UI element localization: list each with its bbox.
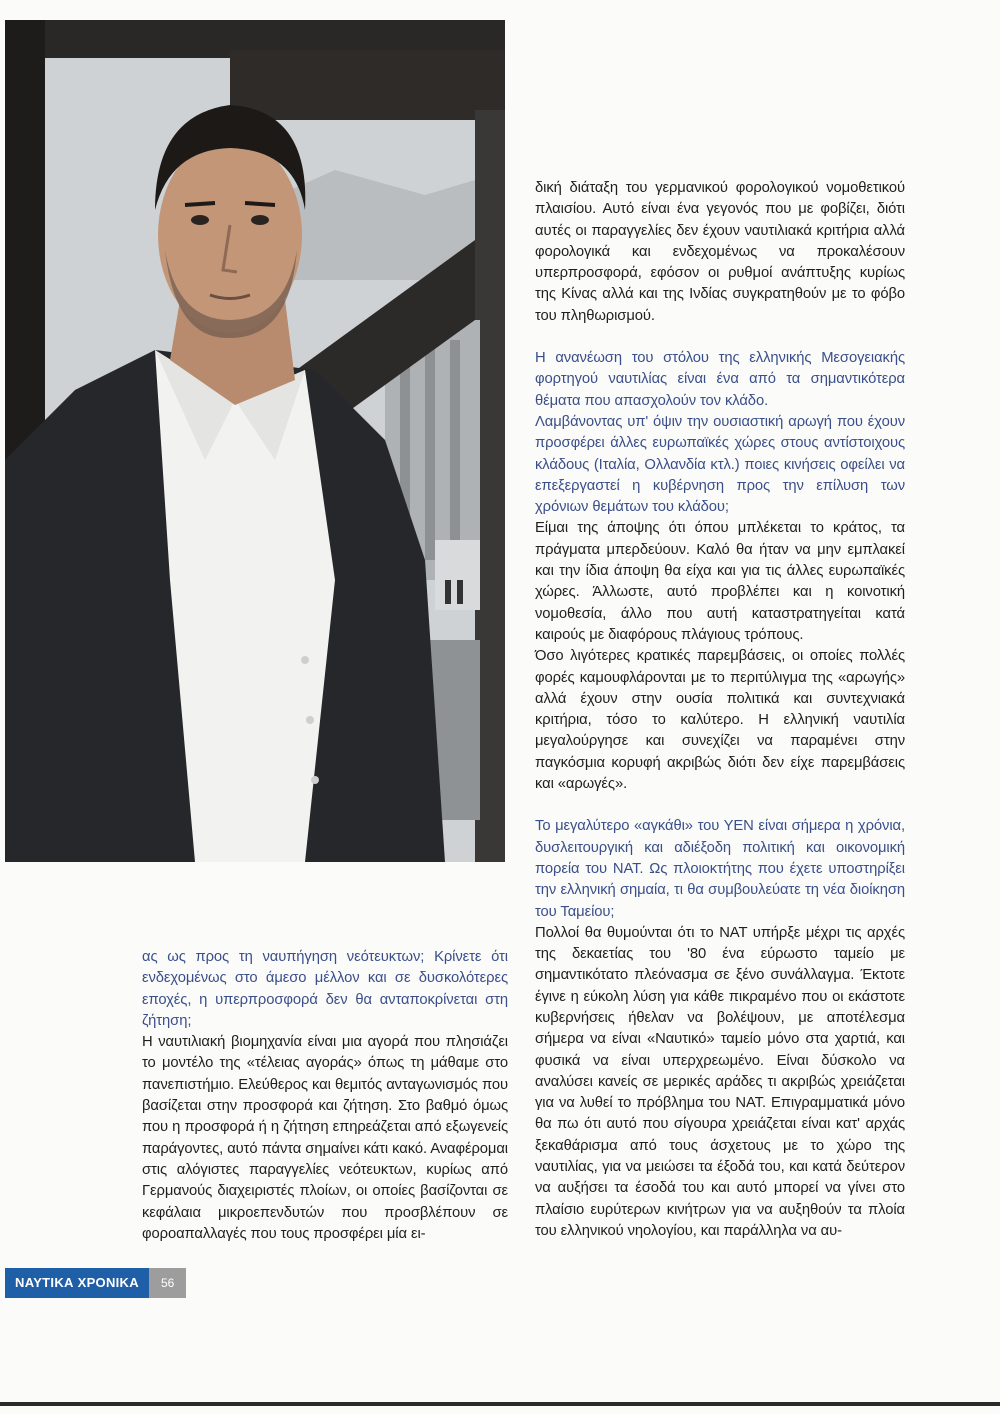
question-paragraph: Το μεγαλύτερο «αγκάθι» του ΥΕΝ είναι σήμερα η χρόνια, δυσλειτουργική και αδιέξοδη πολιτική και οικονομική πορεία του ΝΑΤ. Ως πλοιοκτήτης που έχετε υποστηρίξει την ελληνική σημαία, τι θα συμβουλεύατε τη νέα διοίκηση του Ταμείου;	[535, 818, 905, 920]
question-paragraph: Λαμβάνοντας υπ' όψιν την ουσιαστική αρωγή που έχουν προσφέρει άλλες ευρωπαϊκές χώρες στους αντίστοιχους κλάδους (Ιταλία, Ολλανδία κτλ.) ποιες κινήσεις οφείλει να επεξεργαστεί η κυβέρνηση προς την επίλυση των χρόνιων θεμάτων του κλάδου;	[535, 413, 905, 516]
portrait-illustration	[5, 20, 505, 862]
right-text-column	[535, 178, 905, 1242]
question-paragraph: ας ως προς τη ναυπήγηση νεότευκτων; Κρίνετε ότι ενδεχομένως στο άμεσο μέλλον και σε δυσκολότερες εποχές, η υπερπροσφορά δεν θα ανταποκρίνεται στη ζήτηση;	[142, 949, 508, 1029]
page-number: 56	[149, 1268, 186, 1298]
magazine-name: ΝΑΥΤΙΚΑ ΧΡΟΝΙΚΑ	[5, 1268, 149, 1298]
answer-paragraph: δική διάταξη του γερμανικού φορολογικού νομοθετικού πλαισίου. Αυτό είναι ένα γεγονός που με φοβίζει, διότι αυτές οι παραγγελίες δεν έχουν ναυτιλιακά κριτήρια αλλά φορολογικά και ενδεχομένως να προκαλέσουν υπερπροσφορά, εφόσον οι ρυθμοί ανάπτυξης κυρίως της Κίνας αλλά και της Ινδίας συγκρατηθούν με το φόβο του πληθωρισμού.	[535, 180, 905, 324]
portrait-photo	[5, 20, 505, 862]
answer-paragraph: Η ναυτιλιακή βιομηχανία είναι μια αγορά που πλησιάζει το μοντέλο της «τέλειας αγοράς» όπως τη μάθαμε στο πανεπιστήμιο. Ελεύθερος και θεμιτός ανταγωνισμός που βασίζεται στην προσφορά και ζήτηση. Στο βαθμό όμως που η προσφορά ή η ζήτηση επηρεάζεται από εξωγενείς παράγοντες, αυτό πάντα σημαίνει κάτι κακό. Αναφέρομαι στις αλόγιστες παραγγελίες νεότευκτων, κυρίως από Γερμανούς διαχειριστές πλοίων, οι οποίες βασίζονται σε κεφάλαια μικροεπενδυτών που προσβλέπουν σε φοροαπαλλαγές που τους προσφέρει μία ει-	[142, 1034, 508, 1242]
answer-paragraph: Είμαι της άποψης ότι όπου μπλέκεται το κράτος, τα πράγματα μπερδεύουν. Καλό θα ήταν να μην εμπλακεί και την ίδια άποψη θα είχα και για τις άλλες ευρωπαϊκές χώρες. Άλλωστε, αυτό προβλέπει και η κοινοτική νομοθεσία, άλλο που αυτή καταστρατηγείται κατά καιρούς με διαφόρους πλάγιους τρόπους.	[535, 520, 905, 643]
question-paragraph: Η ανανέωση του στόλου της ελληνικής Μεσογειακής φορτηγού ναυτιλίας είναι ένα από τα σημαντικότερα θέματα που απασχολούν τον κλάδο.	[535, 350, 905, 409]
answer-paragraph: Όσο λιγότερες κρατικές παρεμβάσεις, οι οποίες πολλές φορές καμουφλάρονται με το περιτύλιγμα της «αρωγής» αλλά έχουν στην ουσία πολιτικά και συντεχνιακά κριτήρια, τόσο το καλύτερο. Η ελληνική ναυτιλία μεγαλούργησε και συνεχίζει να παραμένει στην παγκόσμια κορυφή ακριβώς διότι δεν είχε παρεμβάσεις και «αρωγές».	[535, 648, 905, 793]
left-text-column	[142, 947, 508, 1245]
answer-paragraph: Πολλοί θα θυμούνται ότι το ΝΑΤ υπήρξε μέχρι τις αρχές της δεκαετίας του '80 ένα εύρωστο ταμείο με σημαντικότατο πλεόνασμα σε ξένο συνάλλαγμα. Έκτοτε έγινε η εύκολη λύση για κάθε πικραμένο που οι εκάστοτε κυβερνήσεις ήθελαν να βολέψουν, με αποτέλεσμα σήμερα να είναι «Ναυτικό» ταμείο μόνο στα χαρτιά, και φυσικά να είναι υπερχρεωμένο. Είναι δύσκολο να αναλύσει κανείς σε μερικές αράδες τι ακριβώς χρειάζεται για να λυθεί το πρόβλημα του ΝΑΤ. Επιγραμματικά μόνο θα πω ότι αυτό που σίγουρα χρειάζεται είναι κατ' αρχάς ξεκαθάρισμα από τους άσχετους με το χώρο της ναυτιλίας, για να μειώσει τα έξοδά του, και κατά δεύτερον να αυξήσει τα έσοδά του και αυτό μπορεί να γίνει στο πλαίσιο ευρύτερων κινήτρων για να αυξηθούν τα πλοία του ελληνικού νηολογίου, και παράλληλα να αυ-	[535, 924, 905, 1239]
bottom-rule	[0, 1402, 1000, 1406]
page-footer	[5, 1268, 186, 1298]
